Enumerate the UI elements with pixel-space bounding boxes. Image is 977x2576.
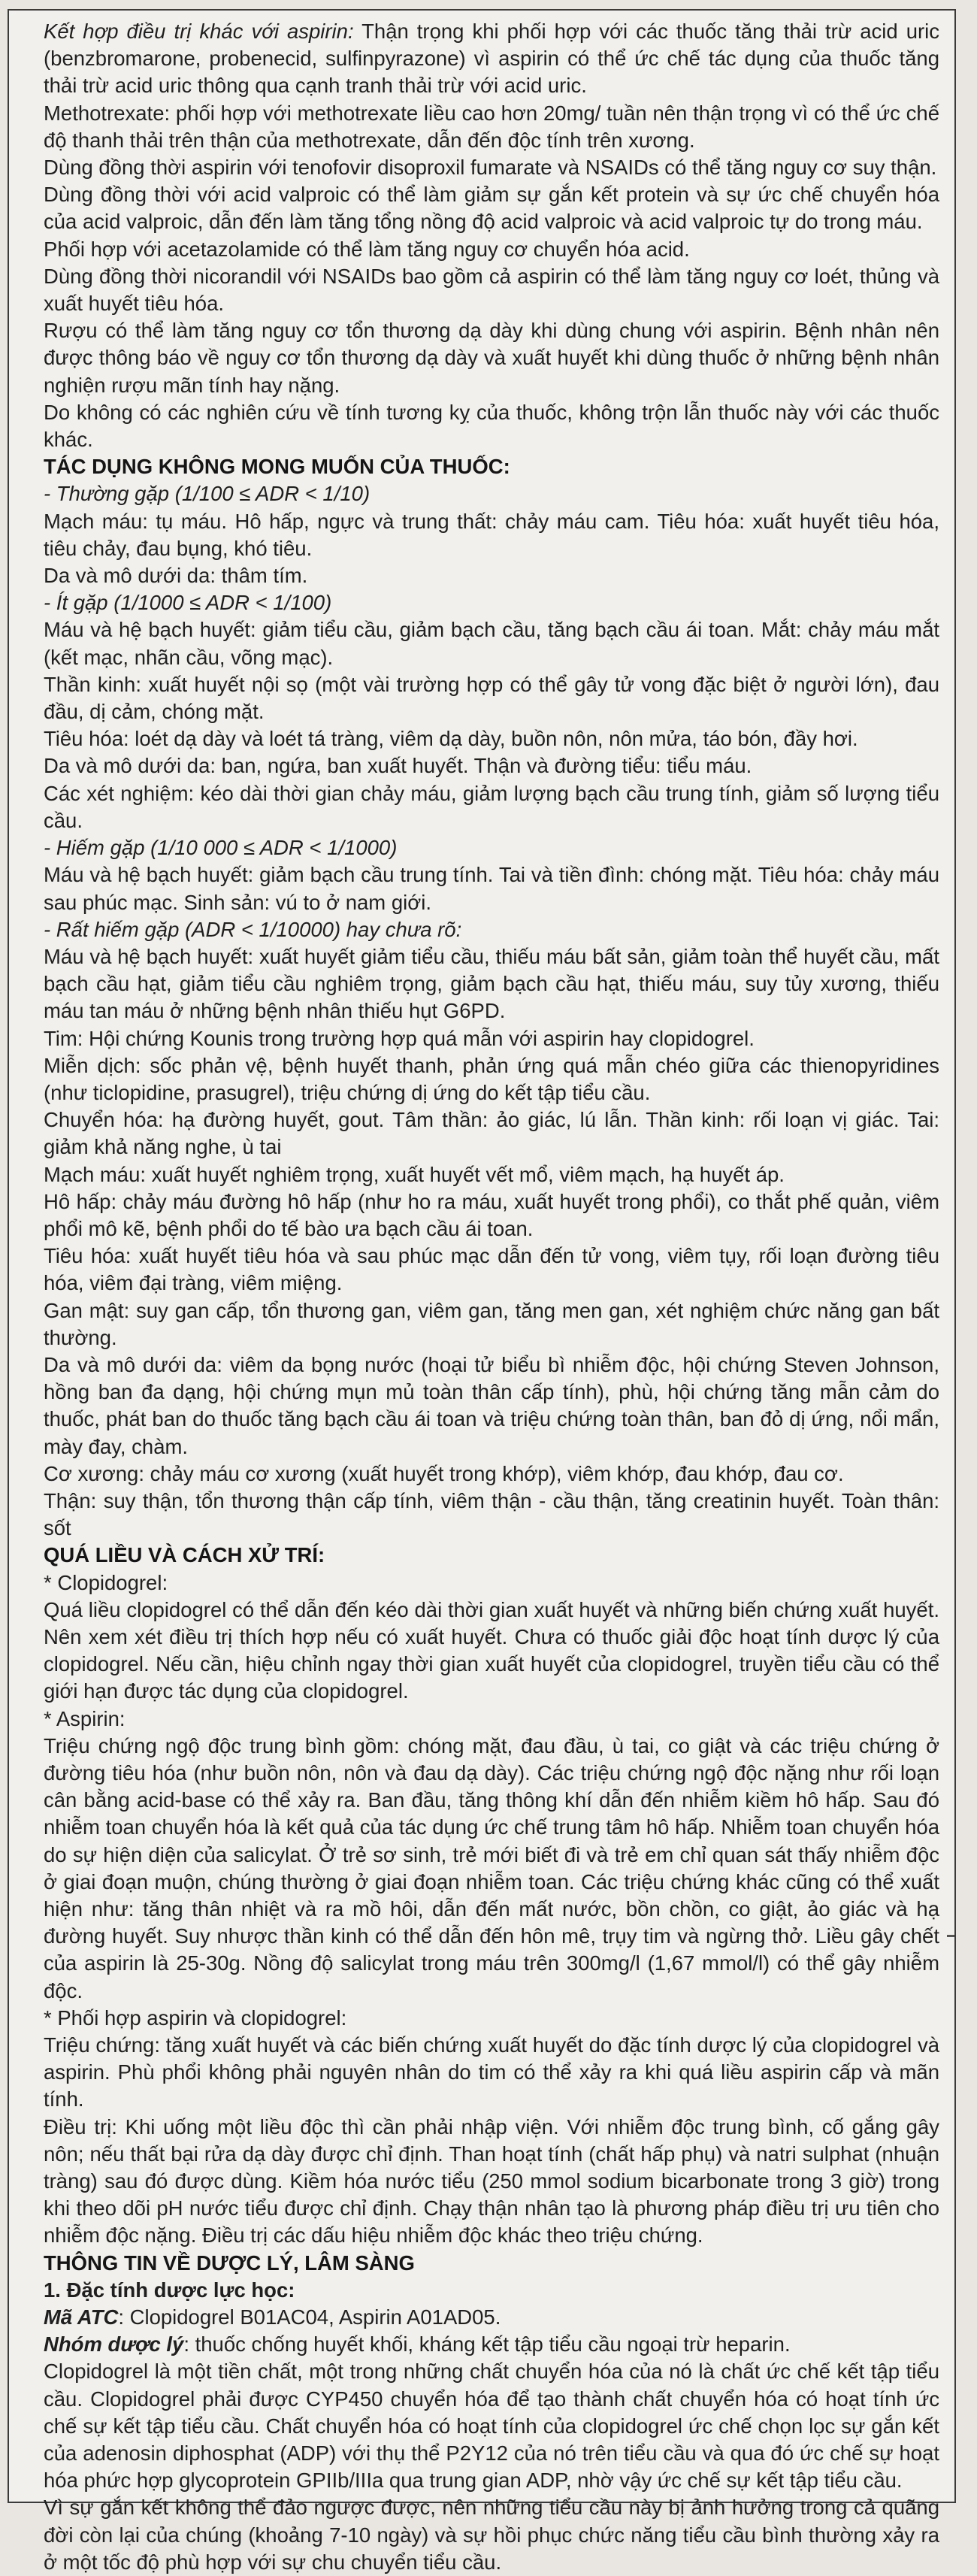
para-22: Máu và hệ bạch huyết: xuất huyết giảm tiểu cầu, thiếu máu bất sản, giảm toàn thể huyết cầu, mất bạch cầu hạt, giảm tiểu cầu nghiêm trọng, giảm bạch cầu hạt, thiếu máu, suy tủy xương, thiếu máu tan máu ở những bệnh nhân thiếu hụt G6PD. bbox=[44, 944, 939, 1023]
section-heading-pharmacology: THÔNG TIN VỀ DƯỢC LÝ, LÂM SÀNG bbox=[44, 2251, 415, 2275]
para-18: Các xét nghiệm: kéo dài thời gian chảy máu, giảm lượng bạch cầu trung tính, giảm số lượng tiểu cầu. bbox=[44, 781, 939, 832]
para-16: Tiêu hóa: loét dạ dày và loét tá tràng, viêm dạ dày, buồn nôn, nôn mửa, táo bón, đầy hơi. bbox=[44, 727, 858, 751]
para-2: Methotrexate: phối hợp với methotrexate liều cao hơn 20mg/ tuần nên thận trọng vì có thể ức chế độ thanh thải trên thận của methotrexate, dẫn đến độc tính trên xương. bbox=[44, 101, 939, 152]
para-15: Thần kinh: xuất huyết nội sọ (một vài trường hợp có thể gây tử vong đặc biệt ở người lớn), đau đầu, dị cảm, chóng mặt. bbox=[44, 672, 939, 724]
para-atc: Mã ATC: Clopidogrel B01AC04, Aspirin A01AD05. bbox=[44, 2305, 501, 2329]
para-28: Tiêu hóa: xuất huyết tiêu hóa và sau phúc mạc dẫn đến tử vong, viêm tụy, rối loạn đường tiêu hóa, viêm đại tràng, viêm miệng. bbox=[44, 1244, 939, 1295]
subheading-common: - Thường gặp (1/100 ≤ ADR < 1/10) bbox=[44, 482, 371, 506]
para-35: Quá liều clopidogrel có thể dẫn đến kéo dài thời gian xuất huyết và những biến chứng xuất huyết. Nên xem xét điều trị thích hợp nếu có xuất huyết. Chưa có thuốc giải độc hoạt tính dược lý của clopidogrel. Nếu cần, hiệu chỉnh ngay thời gian xuất huyết của clopidogrel, truyền tiểu cầu có thể giới hạn được tác dụng của clopidogrel. bbox=[44, 1597, 939, 1703]
para-31: Cơ xương: chảy máu cơ xương (xuất huyết trong khớp), viêm khớp, đau khớp, đau cơ. bbox=[44, 1461, 844, 1485]
para-8: Do không có các nghiên cứu về tính tương kỵ của thuốc, không trộn lẫn thuốc này với các thuốc khác. bbox=[44, 400, 939, 452]
para-drug-group: Nhóm dược lý: thuốc chống huyết khối, kháng kết tập tiểu cầu ngoại trừ heparin. bbox=[44, 2332, 791, 2357]
para-32: Thận: suy thận, tổn thương thận cấp tính, viêm thận - cầu thận, tăng creatinin huyết. Toàn thân: sốt bbox=[44, 1488, 939, 1540]
para-46: Vì sự gắn kết không thể đảo ngược được, nên những tiểu cầu này bị ảnh hưởng trong cả quãng đời còn lại của chúng (khoảng 7-10 ngày) và sự hồi phục chức năng tiểu cầu bình thường xảy ra ở một tốc độ phù hợp với sự chu chuyển tiểu cầu. bbox=[44, 2496, 939, 2574]
para-37: Triệu chứng ngộ độc trung bình gồm: chóng mặt, đau đầu, ù tai, co giật và các triệu chứng ở đường tiêu hóa (như buồn nôn, nôn và đau dạ dày). Các triệu chứng ngộ độc nặng như rối loạn cân bằng acid-base có thể xảy ra. Ban đầu, tăng thông khí dẫn đến nhiễm kiềm hô hấp. Sau đó nhiễm toan chuyển hóa là kết quả của tác dụng ức chế trung tâm hô hấp. Nhiễm toan chuyển hóa do sự hiện diện của salicylat. Ở trẻ sơ sinh, trẻ mới biết đi và trẻ em chỉ quan sát thấy nhiễm độc ở giai đoạn muộn, chúng thường ở giai đoạn nhiễm toan. Các triệu chứng khác cũng có thể xuất hiện như: tăng thân nhiệt và ra mồ hôi, dẫn đến mất nước, bồn chồn, co giật, ảo giác và hạ đường huyết. Suy nhược thần kinh có thể dẫn đến hôn mê, trụy tim và ngừng thở. Liều gây chết của aspirin là 25-30g. Nồng độ salicylat trong máu trên 300mg/l (1,67 mmol/l) có thể gây nhiễm độc. bbox=[44, 1733, 939, 2002]
para-1: Kết hợp điều trị khác với aspirin: Thận trọng khi phối hợp với các thuốc tăng thải trừ acid uric (benzbromarone, probenecid, sulfinpyrazone) vì aspirin có thể ức chế tác dụng của thuốc tăng thải trừ acid uric thông qua cạnh tranh thải trừ với acid uric. bbox=[44, 20, 940, 98]
para-14: Máu và hệ bạch huyết: giảm tiểu cầu, giảm bạch cầu, tăng bạch cầu ái toan. Mắt: chảy máu mắt (kết mạc, nhãn cầu, võng mạc). bbox=[44, 618, 939, 669]
section-heading-overdose: QUÁ LIỀU VÀ CÁCH XỬ TRÍ: bbox=[44, 1543, 325, 1567]
para-26: Mạch máu: xuất huyết nghiêm trọng, xuất huyết vết mổ, viêm mạch, hạ huyết áp. bbox=[44, 1162, 785, 1186]
para-7: Rượu có thể làm tăng nguy cơ tổn thương dạ dày khi dùng chung với aspirin. Bệnh nhân nên được thông báo về nguy cơ tổn thương dạ dày và xuất huyết khi dùng thuốc ở những bệnh nhân nghiện rượu mãn tính hay nặng. bbox=[44, 319, 939, 397]
para-30: Da và mô dưới da: viêm da bọng nước (hoại tử biểu bì nhiễm độc, hội chứng Steven Johnson, hồng ban đa dạng, hội chứng mụn mủ toàn thân cấp tính), phù, hội chứng tăng mẫn cảm do thuốc, phát ban do thuốc tăng bạch cầu ái toan và triệu chứng toàn thân, ban đỏ dị ứng, nổi mẩn, mày đay, chàm. bbox=[44, 1352, 939, 1458]
para-17: Da và mô dưới da: ban, ngứa, ban xuất huyết. Thận và đường tiểu: tiểu máu. bbox=[44, 754, 752, 778]
para-38: * Phối hợp aspirin và clopidogrel: bbox=[44, 2005, 347, 2030]
para-11: Mạch máu: tụ máu. Hô hấp, ngực và trung thất: chảy máu cam. Tiêu hóa: xuất huyết tiêu hóa, tiêu chảy, đau bụng, khó tiêu. bbox=[44, 509, 939, 560]
para-45: Clopidogrel là một tiền chất, một trong những chất chuyển hóa của nó là chất ức chế kết tập tiểu cầu. Clopidogrel phải được CYP450 chuyển hóa để tạo thành chất chuyển hóa có hoạt tính ức chế sự kết tập tiểu cầu. Chất chuyển hóa có hoạt tính của clopidogrel ức chế chọn lọc sự gắn kết của adenosin diphosphat (ADP) với thụ thể P2Y12 của nó trên tiểu cầu và qua đó ức chế sự hoạt hóa phức hợp glycoprotein GPIIb/IIIa qua trung gian ADP, nhờ vậy ức chế sự kết tập tiểu cầu. bbox=[44, 2360, 939, 2493]
subheading-rare: - Hiếm gặp (1/10 000 ≤ ADR < 1/1000) bbox=[44, 836, 398, 860]
para-20: Máu và hệ bạch huyết: giảm bạch cầu trung tính. Tai và tiền đình: chóng mặt. Tiêu hóa: chảy máu sau phúc mạc. Sinh sản: vú to ở nam giới. bbox=[44, 863, 939, 914]
para-29: Gan mật: suy gan cấp, tổn thương gan, viêm gan, tăng men gan, xét nghiệm chức năng gan bất thường. bbox=[44, 1298, 939, 1349]
para-4: Dùng đồng thời với acid valproic có thể làm giảm sự gắn kết protein và sự ức chế chuyển hóa của acid valproic, dẫn đến làm tăng tổng nồng độ acid valproic và acid valproic tự do trong máu. bbox=[44, 183, 939, 234]
para-27: Hô hấp: chảy máu đường hô hấp (như ho ra máu, xuất huyết trong phổi), co thắt phế quản, viêm phổi mô kẽ, bệnh phổi do tế bào ưa bạch cầu ái toan. bbox=[44, 1189, 939, 1240]
para-34: * Clopidogrel: bbox=[44, 1570, 168, 1594]
para-36: * Aspirin: bbox=[44, 1706, 126, 1730]
para-6: Dùng đồng thời nicorandil với NSAIDs bao gồm cả aspirin có thể làm tăng nguy cơ loét, thủng và xuất huyết tiêu hóa. bbox=[44, 264, 939, 316]
para-23: Tim: Hội chứng Kounis trong trường hợp quá mẫn với aspirin hay clopidogrel. bbox=[44, 1026, 755, 1050]
subheading-pharmacodynamics: 1. Đặc tính dược lực học: bbox=[44, 2278, 295, 2302]
para-12: Da và mô dưới da: thâm tím. bbox=[44, 564, 308, 588]
section-heading-adr: TÁC DỤNG KHÔNG MONG MUỐN CỦA THUỐC: bbox=[44, 455, 510, 479]
para-40: Điều trị: Khi uống một liều độc thì cần phải nhập viện. Với nhiễm độc trung bình, cố gắng gây nôn; nếu thất bại rửa dạ dày được chỉ định. Than hoạt tính (chất hấp phụ) và natri sulphat (nhuận tràng) sau đó được dùng. Kiềm hóa nước tiểu (250 mmol sodium bicarbonate trong 3 giờ) trong khi theo dõi pH nước tiểu được chỉ định. Chạy thận nhân tạo là phương pháp điều trị ưu tiên cho nhiễm độc nặng. Điều trị các dấu hiệu nhiễm độc khác theo triệu chứng. bbox=[44, 2114, 939, 2248]
para-39: Triệu chứng: tăng xuất huyết và các biến chứng xuất huyết do đặc tính dược lý của clopidogrel và aspirin. Phù phổi không phải nguyên nhân do tim có thể xảy ra khi quá liều aspirin cấp và mãn tính. bbox=[44, 2033, 939, 2111]
subheading-very-rare: - Rất hiếm gặp (ADR < 1/10000) hay chưa rõ: bbox=[44, 917, 462, 941]
para-24: Miễn dịch: sốc phản vệ, bệnh huyết thanh, phản ứng quá mẫn chéo giữa các thienopyridines (như ticlopidine, prasugrel), triệu chứng dị ứng do kết tập tiểu cầu. bbox=[44, 1053, 939, 1104]
para-3: Dùng đồng thời aspirin với tenofovir disoproxil fumarate và NSAIDs có thể tăng nguy cơ suy thận. bbox=[44, 156, 937, 180]
subheading-uncommon: - Ít gặp (1/1000 ≤ ADR < 1/100) bbox=[44, 591, 332, 615]
leaflet-page bbox=[8, 9, 956, 2574]
para-5: Phối hợp với acetazolamide có thể làm tăng nguy cơ chuyển hóa acid. bbox=[44, 237, 690, 261]
para-25: Chuyển hóa: hạ đường huyết, gout. Tâm thần: ảo giác, lú lẫn. Thần kinh: rối loạn vị giác. Tai: giảm khả năng nghe, ù tai bbox=[44, 1108, 939, 1159]
